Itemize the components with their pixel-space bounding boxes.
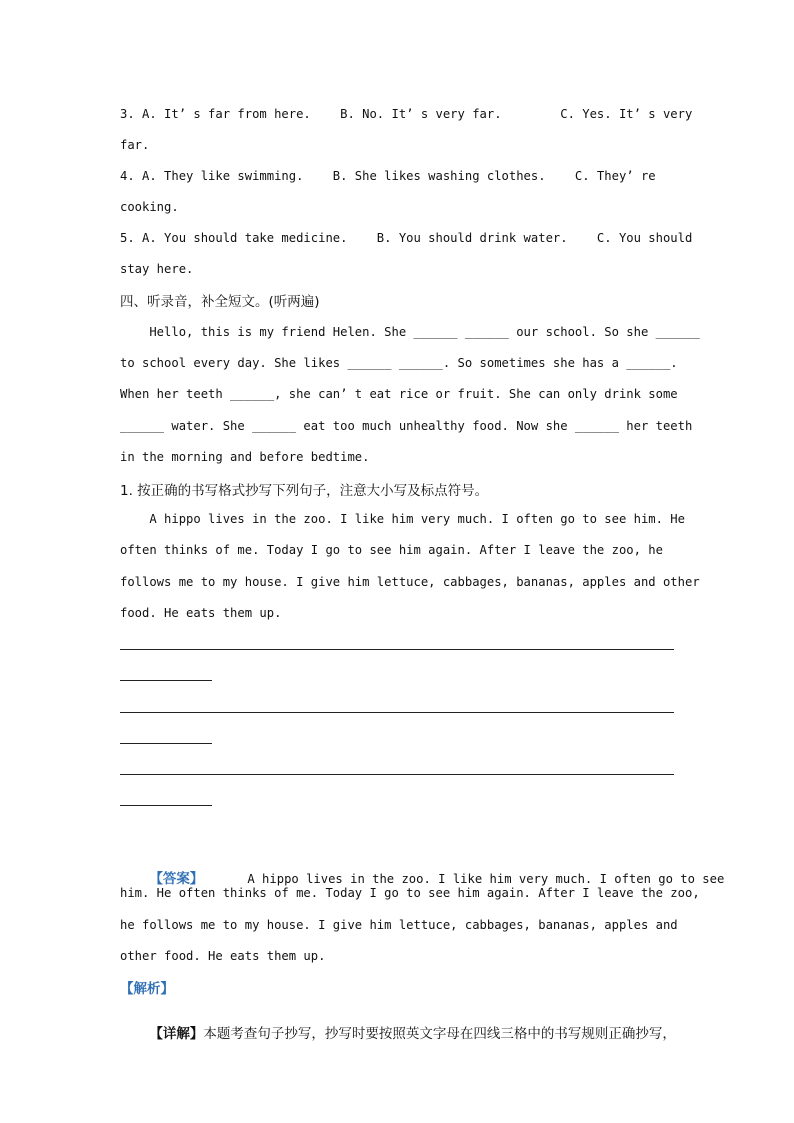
answer-line: he follows me to my house. I give him lettuce, cabbages, bananas, apples and xyxy=(120,918,678,932)
writing-line xyxy=(120,712,674,713)
answer-line: other food. He eats them up. xyxy=(120,949,326,963)
writing-line xyxy=(120,805,212,806)
passage-line: Hello, this is my friend Helen. She ______ ______ our school. So she ______ xyxy=(120,325,700,339)
answer-label: 【答案】 xyxy=(149,871,204,887)
passage-line: to school every day. She likes ______ ______. So sometimes she has a ______. xyxy=(120,356,678,370)
copy-text-line: follows me to my house. I give him lettuce, cabbages, bananas, apples and other xyxy=(120,575,700,589)
copy-text-line: often thinks of me. Today I go to see him again. After I leave the zoo, he xyxy=(120,543,663,557)
writing-line xyxy=(120,774,674,775)
question-4-line-1: 4. A. They like swimming. B. She likes washing clothes. C. They’ re xyxy=(120,169,656,183)
question-5-line-1: 5. A. You should take medicine. B. You should drink water. C. You should xyxy=(120,231,693,245)
question-5-line-2: stay here. xyxy=(120,262,194,276)
passage-line: in the morning and before bedtime. xyxy=(120,450,370,464)
task-1-title: 1. 按正确的书写格式抄写下列句子，注意大小写及标点符号。 xyxy=(120,483,489,499)
question-3-line-2: far. xyxy=(120,138,150,152)
detail-line xyxy=(120,1008,676,1056)
writing-line xyxy=(120,680,212,681)
copy-text-line: food. He eats them up. xyxy=(120,606,282,620)
detail-text: 本题考查句子抄写，抄写时要按照英文字母在四线三格中的书写规则正确抄写， xyxy=(203,1026,676,1042)
question-3-line-1: 3. A. It’ s far from here. B. No. It’ s very far. C. Yes. It’ s very xyxy=(120,107,693,121)
passage-line: ______ water. She ______ eat too much unhealthy food. Now she ______ her teeth xyxy=(120,419,693,433)
copy-text-line: A hippo lives in the zoo. I like him very much. I often go to see him. He xyxy=(120,512,685,526)
question-4-line-2: cooking. xyxy=(120,200,179,214)
detail-label: 【详解】 xyxy=(149,1026,204,1042)
writing-line xyxy=(120,649,674,650)
answer-first-text: A hippo lives in the zoo. I like him very much. I often go to see xyxy=(203,872,725,886)
passage-line: When her teeth ______, she can’ t eat rice or fruit. She can only drink some xyxy=(120,387,678,401)
answer-line: him. He often thinks of me. Today I go to see him again. After I leave the zoo, xyxy=(120,886,700,900)
section-4-title: 四、听录音，补全短文。(听两遍) xyxy=(120,294,320,310)
writing-line xyxy=(120,743,212,744)
analysis-label: 【解析】 xyxy=(120,981,174,997)
